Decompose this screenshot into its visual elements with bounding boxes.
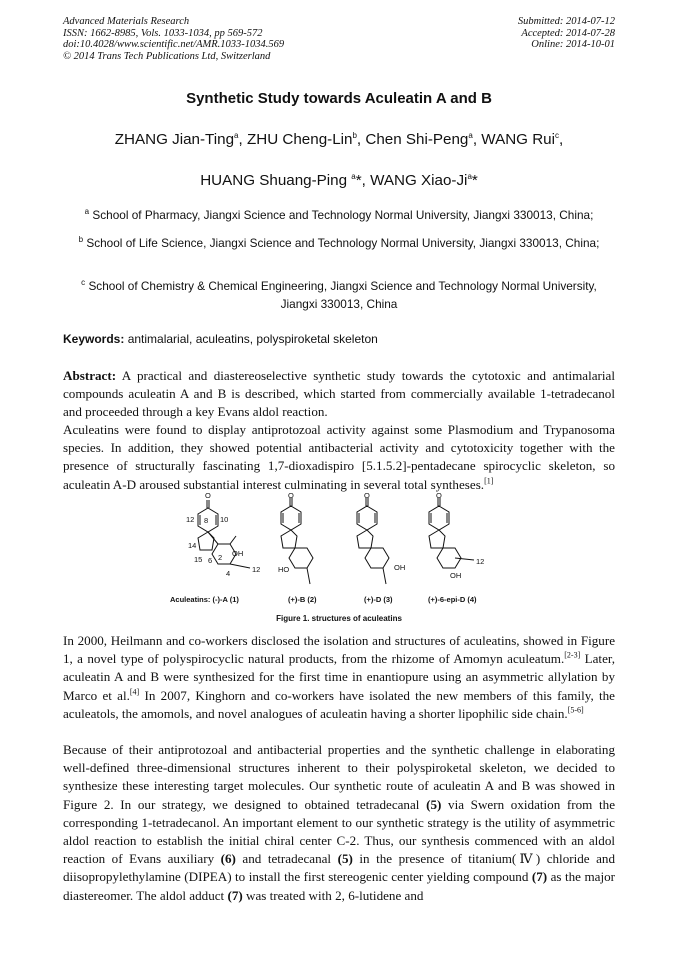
accepted-date: Accepted: 2014-07-28	[521, 27, 615, 39]
paper-title: Synthetic Study towards Aculeatin A and B	[186, 90, 492, 107]
author: ZHANG Jian-Ting	[114, 131, 235, 148]
keywords	[63, 332, 378, 346]
oxygen-label: O	[436, 492, 442, 500]
atom-number: 8	[204, 516, 209, 525]
hydroxyl-label: OH	[394, 563, 406, 572]
hydroxyl-label: OH	[232, 549, 244, 558]
atom-number: 12	[186, 515, 195, 524]
authors-line-1: ZHANG Jian-Ting$^a$, ZHU Cheng-Lin$^b$, Chen Shi-Peng$^a$, WANG Rui$^c$,	[114, 130, 564, 148]
abstract-paragraph: Abstract: A practical and diastereoselective synthetic study towards the cytotoxic and antimalarial compounds aculeatin A and B is described, which started from commercially available 1-tetradecanol and proceeded through a key Evans aldol reaction.	[63, 368, 615, 420]
journal-header-right	[518, 16, 615, 51]
oxygen-label: O	[288, 492, 294, 500]
structure-6-epi-aculeatin-d	[429, 498, 474, 568]
structure-label: (+)-B (2)	[288, 595, 317, 604]
figure-caption: Figure 1. structures of aculeatins	[276, 614, 402, 623]
atom-number: 4	[226, 569, 231, 578]
journal-copyright: © 2014 Trans Tech Publications Ltd, Switzerland	[63, 50, 271, 62]
structure-label: (+)-6-epi-D (4)	[428, 595, 477, 604]
abstract-label: Abstract:	[63, 368, 117, 383]
citation[interactable]: [5-6]	[567, 705, 584, 715]
citation[interactable]: [2-3]	[564, 650, 581, 660]
online-date: Online: 2014-10-01	[531, 39, 615, 51]
structure-label: Aculeatins: (-)-A (1)	[170, 595, 239, 604]
atom-number: 6	[208, 556, 213, 565]
hydroxyl-label: HO	[278, 565, 290, 574]
author: ZHU Cheng-Lin	[246, 131, 353, 148]
structure-aculeatin-d	[357, 498, 389, 584]
affiliation-c: $^c$ School of Chemistry & Chemical Engineering, Jiangxi Science and Technology Normal University, Jiangxi 330013, China	[81, 278, 597, 311]
author: HUANG Shuang-Ping	[200, 172, 352, 189]
author: WANG Xiao-Ji	[370, 172, 468, 189]
oxygen-label: O	[364, 492, 370, 500]
abstract-paragraph-2: Aculeatins were found to display antiprotozoal activity against some Plasmodium and Trypanosoma species. In addition, they showed potential antibacterial activity and cytotoxicity together with the presence of structurally fascinating 1,7-dioxadispiro [5.1.5.2]-pentadecane spirocyclic skeleton, so aculeatin A-D aroused substantial interest culminating in several total syntheses.[1]	[63, 422, 615, 492]
citation[interactable]: [1]	[484, 476, 494, 486]
journal-doi[interactable]: doi:10.4028/www.scientific.net/AMR.1033-1034.569	[63, 39, 285, 51]
keywords-label: Keywords:	[63, 332, 125, 346]
compound-ref: (5)	[426, 796, 442, 812]
author: WANG Rui	[481, 131, 555, 148]
body-paragraph-1: In 2000, Heilmann and co-workers disclosed the isolation and structures of aculeatins, showed in Figure 1, a novel type of polyspirocyclic natural products, from the rhizome of Amomyn aculeatum.[2-3] Later, aculeatin A and B were synthesized for the first time in enantiopure using an asymmetric allylation by Marco et al.[4] In 2007, Kinghorn and co-workers have isolated the new members of this family, the aculeatols, the amomols, and novel analogues of aculeatin having a shorter lipophilic side chain.[5-6]	[63, 633, 615, 721]
compound-ref: (7)	[227, 887, 243, 903]
atom-number: 2	[218, 553, 223, 562]
affiliation-b: $^b$ School of Life Science, Jiangxi Science and Technology Normal University, Jiangxi 330013, China;	[78, 235, 600, 250]
aculeatin-structures-figure	[170, 492, 510, 628]
atom-number: 14	[188, 541, 197, 550]
structure-label: (+)-D (3)	[364, 595, 393, 604]
compound-ref: (5)	[337, 851, 353, 867]
affiliation-a: $^a$ School of Pharmacy, Jiangxi Science and Technology Normal University, Jiangxi 330013, China;	[84, 207, 594, 222]
journal-header-left	[63, 16, 284, 62]
compound-ref: (7)	[531, 869, 548, 885]
authors-line-2: HUANG Shuang-Ping $^a$*, WANG Xiao-Ji$^a$*	[200, 171, 478, 189]
atom-number: 10	[220, 515, 229, 524]
compound-ref: (6)	[220, 851, 236, 867]
citation[interactable]: [4]	[129, 687, 140, 697]
keywords-text: antimalarial, aculeatins, polyspiroketal skeleton	[124, 332, 378, 346]
journal-issn: ISSN: 1662-8985, Vols. 1033-1034, pp 569-572	[63, 27, 263, 39]
oxygen-label: O	[205, 492, 211, 500]
hydroxyl-label: OH	[450, 571, 462, 580]
body-paragraph-2: Because of their antiprotozoal and antibacterial properties and the synthetic challenge in elaborating well-defined three-dimensional structures inherent to their polyspiroketal skeleton, we decided to synthesize these interesting target molecules. Our synthetic route of aculeatin A and B was showed in Figure 2. In our strategy, we designed to obtained tetradecanal (5) via Swern oxidation from the corresponding 1-tetradecanol. An important element to our synthetic strategy is the utility of asymmetric aldol reaction to establish the initial chiral center C-2. Thus, our synthesis commenced with an aldol reaction of Evans auxiliary (6) and tetradecanal (5) in the presence of titanium(Ⅳ) chloride and diisopropylethylamine (DIPEA) to install the first stereogenic center yielding compound (7) as the major diastereomer. The aldol adduct (7) was treated with 2, 6-lutidene and	[63, 742, 616, 903]
author: Chen Shi-Peng	[365, 131, 469, 148]
chain-length-label: 12	[252, 565, 261, 574]
submitted-date: Submitted: 2014-07-12	[517, 16, 615, 27]
atom-number: 15	[194, 555, 203, 564]
journal-name: Advanced Materials Research	[63, 16, 190, 27]
chain-length-label: 12	[476, 557, 485, 566]
